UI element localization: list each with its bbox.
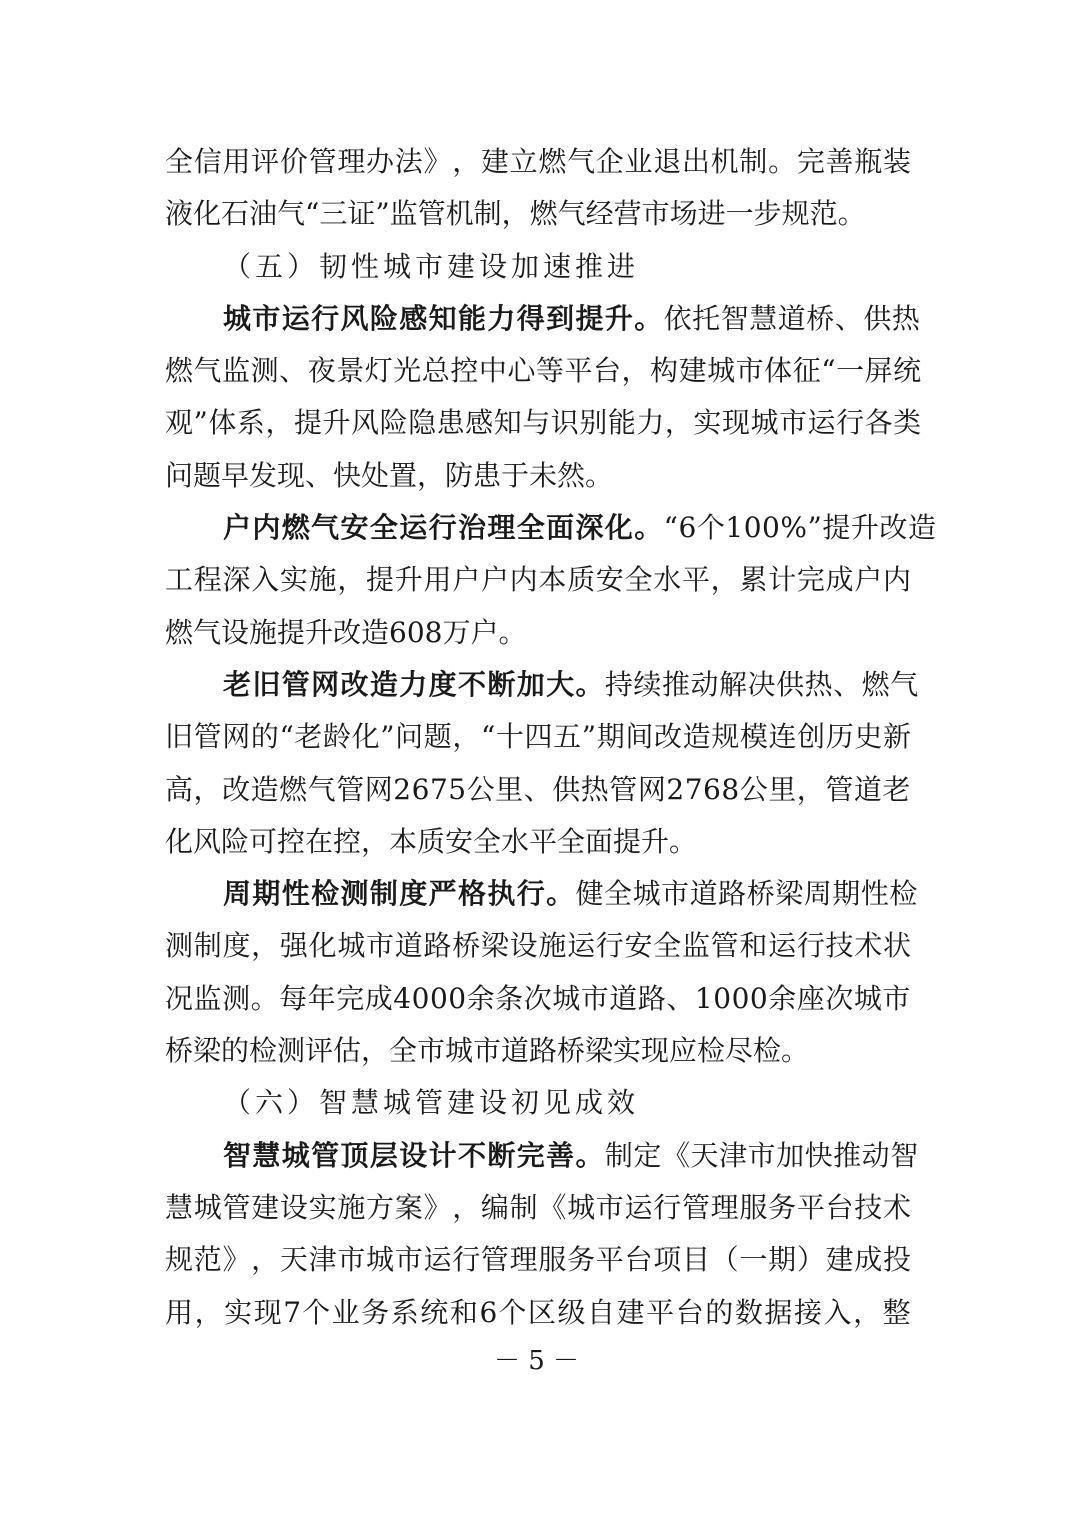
text-line — [165, 1025, 911, 1077]
document-body — [165, 136, 936, 1339]
section-heading-text: （六）智慧城管建设初见成效 — [223, 1086, 640, 1120]
section-heading — [165, 241, 911, 293]
text-line — [165, 607, 911, 659]
text-line — [165, 136, 911, 188]
line-text: 燃气设施提升改造608万户。 — [165, 615, 527, 649]
text-line — [165, 764, 911, 816]
line-text: 高 ， 改 造 燃 气 管 网 2 6 7 5 公 里 、 供 热 管 网 2 7 6 8 公 里 ， 管 道 老 — [165, 772, 911, 806]
paragraph-lead: 户 内 燃 气 安 全 运 行 治 理 全 面 深 化 。 — [223, 511, 663, 545]
text-line — [165, 397, 922, 449]
line-text: 化风险可控在控，本质安全水平全面提升。 — [165, 824, 698, 858]
paragraph-first-line — [165, 868, 918, 920]
section-heading-text: （五）韧性城市建设加速推进 — [223, 249, 640, 283]
text-line — [165, 973, 911, 1025]
text-line — [165, 1182, 911, 1234]
paragraph-first-line — [165, 659, 919, 711]
paragraph-lead: 城 市 运 行 风 险 感 知 能 力 得 到 提 升 。 — [223, 301, 663, 335]
line-text: 工 程 深 入 实 施 ， 提 升 用 户 户 内 本 质 安 全 水 平 ， 累 计 完 成 户 内 — [165, 563, 911, 597]
paragraph-first-line — [165, 293, 920, 345]
text-line — [165, 554, 911, 606]
paragraph-lead: 老 旧 管 网 改 造 力 度 不 断 加 大 。 — [223, 667, 604, 701]
line-text: 规 范 》 ， 天 津 市 城 市 运 行 管 理 服 务 平 台 项 目 （ 一 期 ） 建 成 投 — [165, 1243, 911, 1277]
text-line — [165, 920, 911, 972]
line-text: 桥梁的检测评估，全市城市道路桥梁实现应检尽检。 — [165, 1034, 810, 1068]
page-number: － 5 － — [493, 1346, 580, 1376]
line-text: 健 全 城 市 道 路 桥 梁 周 期 性 检 — [575, 877, 918, 911]
line-text: 用 ， 实 现 7 个 业 务 系 统 和 6 个 区 级 自 建 平 台 的 数 据 接 入 ， 整 — [165, 1295, 911, 1329]
line-text: 旧 管 网 的 “ 老 龄 化 ” 问 题 ， “ 十 四 五 ” 期 间 改 造 规 模 连 创 历 史 新 — [165, 720, 911, 754]
text-line — [165, 1287, 911, 1339]
text-line — [165, 711, 911, 763]
line-text: 观 ” 体 系 ， 提 升 风 险 隐 患 感 知 与 识 别 能 力 ， 实 现 城 市 运 行 各 类 — [165, 406, 922, 440]
line-text: 持 续 推 动 解 决 供 热 、 燃 气 — [604, 667, 919, 701]
line-text: 慧 城 管 建 设 实 施 方 案 》 ， 编 制 《 城 市 运 行 管 理 服 务 平 台 技 术 — [165, 1190, 911, 1224]
text-line — [165, 1234, 911, 1286]
paragraph-first-line — [165, 1130, 919, 1182]
line-text: 问题早发现、快处置，防患于未然。 — [165, 458, 614, 492]
line-text: 液化石油气“三证”监管机制，燃气经营市场进一步规范。 — [165, 197, 866, 231]
line-text: 况 监 测 。 每 年 完 成 4 0 0 0 余 条 次 城 市 道 路 、 1 0 0 0 余 座 次 城 市 — [165, 981, 911, 1015]
line-text: 全 信 用 评 价 管 理 办 法 》 ， 建 立 燃 气 企 业 退 出 机 制 。 完 善 瓶 装 — [165, 145, 911, 178]
text-line — [165, 450, 911, 502]
line-text: “ 6 个 1 0 0 % ” 提 升 改 造 — [663, 511, 936, 545]
text-line — [165, 188, 911, 240]
section-heading — [165, 1077, 911, 1129]
text-line — [165, 345, 922, 397]
text-line — [165, 816, 911, 868]
line-text: 依 托 智 慧 道 桥 、 供 热 — [663, 301, 920, 335]
line-text: 制 定 《 天 津 市 加 快 推 动 智 — [604, 1138, 919, 1172]
line-text: 燃 气 监 测 、 夜 景 灯 光 总 控 中 心 等 平 台 ， 构 建 城 市 体 征 “ 一 屏 统 — [165, 354, 922, 388]
line-text: 测 制 度 ， 强 化 城 市 道 路 桥 梁 设 施 运 行 安 全 监 管 和 运 行 技 术 状 — [165, 929, 911, 963]
paragraph-lead: 周 期 性 检 测 制 度 严 格 执 行 。 — [223, 877, 575, 911]
paragraph-lead: 智 慧 城 管 顶 层 设 计 不 断 完 善 。 — [223, 1138, 604, 1172]
paragraph-first-line — [165, 502, 936, 554]
